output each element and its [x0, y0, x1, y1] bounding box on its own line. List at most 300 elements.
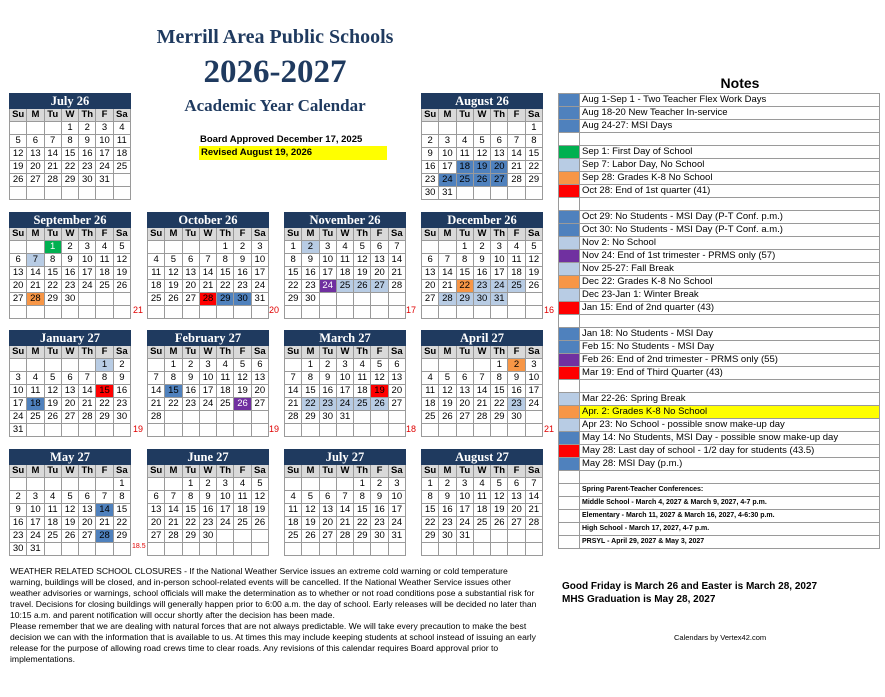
empty-cell [165, 306, 182, 319]
note-text [580, 471, 880, 484]
note-row [559, 419, 880, 432]
day-cell: 14 [44, 148, 61, 161]
day-cell: 7 [388, 241, 405, 254]
note-text: Oct 29: No Students - MSI Day (P-T Conf. p.m.) [580, 211, 880, 224]
day-cell: 7 [79, 372, 96, 385]
day-cell: 10 [96, 135, 113, 148]
day-cell: 13 [422, 267, 439, 280]
note-color-swatch [559, 302, 580, 315]
day-cell: 17 [10, 398, 27, 411]
empty-cell [473, 424, 490, 437]
good-friday-note: Good Friday is March 26 and Easter is March 28, 2027 [562, 581, 818, 592]
day-cell: 30 [79, 174, 96, 187]
school-day-count: 16 [544, 305, 555, 315]
weekday-label: Tu [319, 465, 336, 478]
empty-cell [336, 543, 353, 556]
day-cell: 9 [508, 372, 525, 385]
empty-cell [217, 530, 234, 543]
day-cell: 29 [113, 530, 130, 543]
day-cell: 15 [422, 504, 439, 517]
day-cell: 16 [113, 385, 130, 398]
day-cell: 16 [371, 504, 388, 517]
day-cell: 20 [456, 398, 473, 411]
note-text: Aug 1-Sep 1 - Two Teacher Flex Work Days [580, 94, 880, 107]
weekday-label: Tu [456, 346, 473, 359]
day-cell: 27 [27, 174, 44, 187]
weekday-label: Th [79, 109, 96, 122]
note-text [580, 133, 880, 146]
day-cell: 2 [422, 135, 439, 148]
weekday-label: Su [10, 465, 27, 478]
day-cell: 18 [44, 517, 61, 530]
weekday-label: W [199, 465, 216, 478]
day-cell: 30 [199, 530, 216, 543]
day-cell: 7 [336, 491, 353, 504]
empty-cell [336, 306, 353, 319]
empty-cell [491, 306, 508, 319]
weekday-label: W [61, 109, 78, 122]
day-cell: 9 [199, 491, 216, 504]
day-cell: 2 [319, 359, 336, 372]
day-cell: 29 [44, 293, 61, 306]
note-row [559, 107, 880, 120]
day-cell: 6 [456, 372, 473, 385]
empty-cell [422, 424, 439, 437]
day-cell: 1 [61, 122, 78, 135]
day-cell: 22 [354, 517, 371, 530]
day-cell: 11 [148, 267, 165, 280]
weekday-label: Su [10, 346, 27, 359]
day-cell: 10 [439, 148, 456, 161]
empty-cell [422, 543, 439, 556]
weekday-label: Su [148, 465, 165, 478]
day-cell: 14 [508, 148, 525, 161]
weekday-label: W [336, 228, 353, 241]
weekday-label: Tu [456, 228, 473, 241]
day-cell: 19 [491, 504, 508, 517]
empty-cell [439, 122, 456, 135]
empty-cell [148, 543, 165, 556]
day-cell: 18 [27, 398, 44, 411]
weekday-label: Tu [319, 228, 336, 241]
empty-cell [473, 530, 490, 543]
weekday-label: Th [217, 228, 234, 241]
note-row [559, 315, 880, 328]
day-cell: 12 [525, 254, 542, 267]
day-cell: 6 [251, 359, 268, 372]
weekday-label: F [234, 465, 251, 478]
day-cell: 16 [508, 385, 525, 398]
empty-cell [251, 543, 268, 556]
empty-cell [165, 241, 182, 254]
day-cell: 23 [79, 161, 96, 174]
day-cell: 3 [336, 359, 353, 372]
weekday-label: M [302, 465, 319, 478]
day-cell: 28 [508, 174, 525, 187]
day-cell: 14 [285, 385, 302, 398]
day-cell: 29 [285, 293, 302, 306]
note-color-swatch [559, 354, 580, 367]
day-cell: 19 [44, 398, 61, 411]
empty-cell [148, 241, 165, 254]
note-text: Feb 26: End of 2nd trimester - PRMS only (55) [580, 354, 880, 367]
day-cell: 22 [456, 280, 473, 293]
empty-cell [182, 411, 199, 424]
day-cell: 20 [10, 280, 27, 293]
day-cell: 7 [525, 478, 542, 491]
calendar-subtitle: Academic Year Calendar [184, 96, 366, 115]
empty-cell [354, 543, 371, 556]
day-cell: 18 [285, 517, 302, 530]
note-row [559, 367, 880, 380]
day-cell: 25 [422, 411, 439, 424]
note-color-swatch [559, 445, 580, 458]
note-color-swatch [559, 510, 580, 523]
empty-cell [491, 530, 508, 543]
note-color-swatch [559, 133, 580, 146]
weekday-label: F [96, 228, 113, 241]
day-cell: 21 [79, 398, 96, 411]
weekday-label: Sa [251, 228, 268, 241]
weekday-label: Tu [182, 465, 199, 478]
empty-cell [27, 306, 44, 319]
day-cell: 8 [165, 372, 182, 385]
day-cell: 31 [456, 530, 473, 543]
empty-cell [61, 543, 78, 556]
day-cell: 27 [319, 530, 336, 543]
school-day-count: 19 [269, 424, 280, 434]
day-cell: 10 [456, 491, 473, 504]
empty-cell [44, 306, 61, 319]
day-cell: 1 [422, 478, 439, 491]
day-cell: 15 [354, 504, 371, 517]
month-august-26 [421, 93, 543, 200]
day-cell: 22 [182, 517, 199, 530]
day-cell: 19 [371, 385, 388, 398]
holiday-notes [562, 580, 817, 606]
day-cell: 18 [473, 504, 490, 517]
day-cell: 15 [456, 267, 473, 280]
day-cell: 29 [96, 411, 113, 424]
day-cell: 29 [456, 293, 473, 306]
day-cell: 14 [388, 254, 405, 267]
note-row [559, 510, 880, 523]
note-text: Feb 15: No Students - MSI Day [580, 341, 880, 354]
day-cell: 29 [422, 530, 439, 543]
month-header: October 26 [148, 213, 269, 228]
empty-cell [491, 187, 508, 200]
empty-cell [44, 543, 61, 556]
day-cell: 23 [182, 398, 199, 411]
day-cell: 5 [302, 491, 319, 504]
day-cell: 16 [61, 267, 78, 280]
empty-cell [508, 543, 525, 556]
month-november-26 [284, 212, 406, 319]
day-cell: 16 [79, 148, 96, 161]
day-cell: 13 [79, 504, 96, 517]
day-cell: 10 [525, 372, 542, 385]
empty-cell [10, 122, 27, 135]
empty-cell [182, 306, 199, 319]
day-cell: 23 [319, 398, 336, 411]
empty-cell [199, 306, 216, 319]
day-cell: 22 [285, 280, 302, 293]
empty-cell [302, 543, 319, 556]
empty-cell [371, 306, 388, 319]
day-cell: 1 [354, 478, 371, 491]
day-cell: 12 [251, 491, 268, 504]
day-cell: 19 [251, 504, 268, 517]
empty-cell [525, 424, 542, 437]
empty-cell [79, 306, 96, 319]
empty-cell [199, 411, 216, 424]
note-text: May 14: No Students, MSI Day - possible snow make-up day [580, 432, 880, 445]
day-cell: 23 [473, 280, 490, 293]
day-cell: 11 [336, 254, 353, 267]
weekday-label: F [508, 465, 525, 478]
weekday-label: W [199, 346, 216, 359]
day-cell: 11 [508, 254, 525, 267]
weekday-label: W [473, 465, 490, 478]
day-cell: 15 [165, 385, 182, 398]
empty-cell [10, 306, 27, 319]
weekday-label: Su [148, 228, 165, 241]
day-cell: 17 [251, 267, 268, 280]
weekday-label: Th [491, 465, 508, 478]
day-cell: 17 [336, 385, 353, 398]
note-row [559, 250, 880, 263]
note-text: Nov 25-27: Fall Break [580, 263, 880, 276]
day-cell: 4 [285, 491, 302, 504]
day-cell: 22 [44, 280, 61, 293]
note-text: PRSYL - April 29, 2027 & May 3, 2027 [580, 536, 880, 549]
note-text: Sep 28: Grades K-8 No School [580, 172, 880, 185]
day-cell: 22 [491, 398, 508, 411]
note-color-swatch [559, 276, 580, 289]
empty-cell [182, 424, 199, 437]
empty-cell [44, 187, 61, 200]
day-cell: 1 [491, 359, 508, 372]
day-cell: 2 [61, 241, 78, 254]
month-header: May 27 [10, 450, 131, 465]
empty-cell [79, 424, 96, 437]
month-august-27 [421, 449, 543, 556]
day-cell: 22 [525, 161, 542, 174]
empty-cell [508, 530, 525, 543]
day-cell: 25 [508, 280, 525, 293]
school-day-count: 18.5 [132, 543, 146, 550]
empty-cell [508, 424, 525, 437]
empty-cell [199, 241, 216, 254]
empty-cell [96, 424, 113, 437]
day-cell: 30 [234, 293, 251, 306]
weekday-label: F [234, 346, 251, 359]
day-cell: 4 [27, 372, 44, 385]
day-cell: 11 [217, 372, 234, 385]
day-cell: 24 [388, 517, 405, 530]
empty-cell [473, 122, 490, 135]
day-cell: 17 [456, 504, 473, 517]
empty-cell [422, 241, 439, 254]
day-cell: 8 [422, 491, 439, 504]
weekday-label: F [96, 346, 113, 359]
weekday-label: Sa [525, 228, 542, 241]
empty-cell [96, 478, 113, 491]
day-cell: 18 [422, 398, 439, 411]
note-text: May 28: MSI Day (p.m.) [580, 458, 880, 471]
day-cell: 5 [439, 372, 456, 385]
day-cell: 28 [148, 411, 165, 424]
weekday-label: Sa [525, 465, 542, 478]
day-cell: 22 [165, 398, 182, 411]
month-header: January 27 [10, 331, 131, 346]
day-cell: 14 [199, 267, 216, 280]
day-cell: 22 [217, 280, 234, 293]
day-cell: 20 [371, 267, 388, 280]
note-row [559, 432, 880, 445]
day-cell: 7 [165, 491, 182, 504]
empty-cell [456, 187, 473, 200]
day-cell: 17 [388, 504, 405, 517]
note-text: Middle School - March 4, 2027 & March 9, 2027, 4-7 p.m. [580, 497, 880, 510]
day-cell: 26 [354, 280, 371, 293]
weekday-label: M [165, 228, 182, 241]
day-cell: 8 [113, 491, 130, 504]
day-cell: 8 [182, 491, 199, 504]
empty-cell [285, 359, 302, 372]
empty-cell [10, 478, 27, 491]
empty-cell [525, 293, 542, 306]
note-color-swatch [559, 393, 580, 406]
weekday-label: Tu [182, 228, 199, 241]
note-text [580, 315, 880, 328]
weekday-label: F [508, 346, 525, 359]
empty-cell [199, 543, 216, 556]
day-cell: 27 [148, 530, 165, 543]
empty-cell [456, 306, 473, 319]
day-cell: 20 [251, 385, 268, 398]
empty-cell [285, 306, 302, 319]
note-color-swatch [559, 380, 580, 393]
day-cell: 10 [199, 372, 216, 385]
note-text: Apr. 2: Grades K-8 No School [580, 406, 880, 419]
school-day-count: 19 [133, 424, 144, 434]
note-row [559, 211, 880, 224]
empty-cell [336, 293, 353, 306]
day-cell: 8 [285, 254, 302, 267]
empty-cell [234, 306, 251, 319]
empty-cell [113, 306, 130, 319]
day-cell: 13 [27, 148, 44, 161]
day-cell: 1 [165, 359, 182, 372]
day-cell: 29 [182, 530, 199, 543]
note-text: Aug 24-27: MSI Days [580, 120, 880, 133]
day-cell: 8 [491, 372, 508, 385]
empty-cell [422, 306, 439, 319]
day-cell: 25 [234, 517, 251, 530]
weekday-label: Sa [113, 346, 130, 359]
day-cell: 6 [371, 241, 388, 254]
day-cell: 26 [371, 398, 388, 411]
day-cell: 12 [439, 385, 456, 398]
day-cell: 12 [473, 148, 490, 161]
day-cell: 21 [148, 398, 165, 411]
month-header: December 26 [422, 213, 543, 228]
day-cell: 26 [10, 174, 27, 187]
note-text: Oct 28: End of 1st quarter (41) [580, 185, 880, 198]
day-cell: 10 [217, 491, 234, 504]
note-text: Oct 30: No Students - MSI Day (P-T Conf. a.m.) [580, 224, 880, 237]
day-cell: 16 [422, 161, 439, 174]
weekday-label: M [27, 109, 44, 122]
empty-cell [234, 411, 251, 424]
note-row [559, 224, 880, 237]
note-row [559, 393, 880, 406]
empty-cell [456, 424, 473, 437]
note-row [559, 471, 880, 484]
day-cell: 1 [217, 241, 234, 254]
empty-cell [473, 306, 490, 319]
empty-cell [61, 187, 78, 200]
note-color-swatch [559, 159, 580, 172]
empty-cell [79, 359, 96, 372]
note-text: Nov 2: No School [580, 237, 880, 250]
day-cell: 8 [525, 135, 542, 148]
note-row [559, 94, 880, 107]
day-cell: 19 [302, 517, 319, 530]
day-cell: 5 [61, 491, 78, 504]
day-cell: 16 [473, 267, 490, 280]
empty-cell [10, 359, 27, 372]
day-cell: 30 [319, 411, 336, 424]
month-header: June 27 [148, 450, 269, 465]
day-cell: 7 [148, 372, 165, 385]
day-cell: 2 [182, 359, 199, 372]
day-cell: 5 [354, 241, 371, 254]
empty-cell [439, 241, 456, 254]
day-cell: 4 [113, 122, 130, 135]
day-cell: 18 [354, 385, 371, 398]
month-header: February 27 [148, 331, 269, 346]
day-cell: 29 [525, 174, 542, 187]
day-cell: 2 [234, 241, 251, 254]
empty-cell [354, 424, 371, 437]
day-cell: 16 [182, 385, 199, 398]
empty-cell [525, 543, 542, 556]
day-cell: 30 [371, 530, 388, 543]
day-cell: 4 [422, 372, 439, 385]
weather-paragraph-1: WEATHER RELATED SCHOOL CLOSURES - If the National Weather Service issues an extreme cold warning or cold temperature warning, buildings will be closed, and in-person school-related events will be cancelled. If the National Weather Service issues other weather advisories or warnings, school officials will make the determination as to whether or not road conditions pose a substantial risk for travel. Decisions for closing buildings will generally happen prior to 6:00 a.m. the day of school. Early releases will be decided no later than 10:15 a.m. and parent notification will occur shortly after the decision has been made. [10, 566, 537, 620]
day-cell: 30 [302, 293, 319, 306]
weekday-label: W [61, 465, 78, 478]
day-cell: 24 [525, 398, 542, 411]
empty-cell [27, 478, 44, 491]
weekday-label: Tu [319, 346, 336, 359]
day-cell: 25 [336, 280, 353, 293]
month-october-26 [147, 212, 269, 319]
day-cell: 21 [27, 280, 44, 293]
empty-cell [148, 478, 165, 491]
day-cell: 21 [165, 517, 182, 530]
day-cell: 1 [525, 122, 542, 135]
note-row [559, 263, 880, 276]
empty-cell [79, 293, 96, 306]
day-cell: 13 [10, 267, 27, 280]
empty-cell [79, 543, 96, 556]
day-cell: 6 [388, 359, 405, 372]
day-cell: 25 [113, 161, 130, 174]
notes-title: Notes [720, 75, 760, 91]
